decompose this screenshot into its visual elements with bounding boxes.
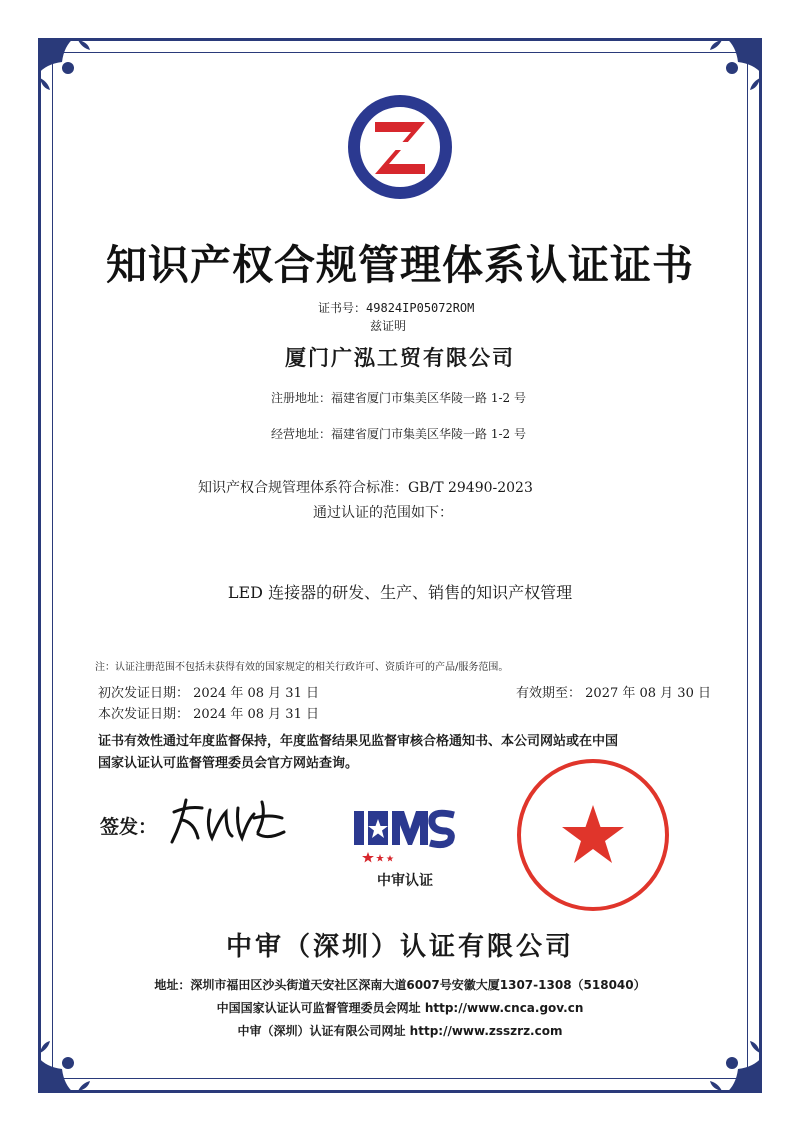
- current-issue-label: 本次发证日期：: [98, 707, 190, 722]
- zs-logo-icon: [345, 92, 455, 202]
- issuer-name: 中审（深圳）认证有限公司: [225, 932, 574, 962]
- expiry-value: 2027 年 08 月 30 日: [585, 686, 711, 701]
- current-issue-value: 2024 年 08 月 31 日: [193, 707, 319, 722]
- validity-line-2: 国家认证认可监督管理委员会官方网站查询。: [98, 756, 359, 771]
- expiry-label: 有效期至：: [516, 686, 582, 701]
- ipms-logo-caption: 中审认证: [377, 873, 433, 889]
- footer-address: 地址：深圳市福田区沙头街道天安社区深南大道6007号安徽大厦1307-1308（518040）: [154, 978, 646, 992]
- scope-intro: 通过认证的范围如下：: [313, 505, 453, 521]
- company-seal-icon: [513, 755, 673, 915]
- certificate-title: 知识产权合规管理体系认证证书: [106, 241, 694, 289]
- standard-line: 知识产权合规管理体系符合标准：GB/T 29490-2023: [198, 480, 533, 496]
- business-address-value: 福建省厦门市集美区华陵一路 1-2 号: [331, 427, 526, 441]
- expiry-date: [516, 682, 711, 701]
- corner-ornament-top-right-icon: [696, 34, 766, 104]
- footer-company-website: 中审（深圳）认证有限公司网址 http://www.zsszrz.com: [237, 1024, 563, 1038]
- business-address-label: 经营地址：: [271, 427, 332, 441]
- corner-ornament-top-left-icon: [34, 34, 104, 104]
- certificate-inner-border: [52, 52, 748, 1079]
- business-address: [271, 425, 526, 442]
- registered-address: [271, 389, 526, 406]
- first-issue-label: 初次发证日期：: [98, 686, 190, 701]
- footer-cnca-website: 中国国家认证认可监督管理委员会网址 http://www.cnca.gov.cn: [216, 1001, 584, 1015]
- registered-address-label: 注册地址：: [271, 391, 332, 405]
- signed-label: 签发：: [100, 816, 158, 838]
- scope-note: 注：认证注册范围不包括未获得有效的国家规定的相关行政许可、资质许可的产品/服务范围。: [95, 662, 509, 673]
- first-issue-value: 2024 年 08 月 31 日: [193, 686, 319, 701]
- company-name: 厦门广泓工贸有限公司: [285, 345, 515, 370]
- attest-text: 兹证明: [370, 319, 407, 333]
- certificate-number: [318, 299, 474, 316]
- certificate-number-label: 证书号：: [318, 301, 367, 315]
- validity-line-1: 证书有效性通过年度监督保持，年度监督结果见监督审核合格通知书、本公司网站或在中国: [98, 734, 619, 749]
- registered-address-value: 福建省厦门市集美区华陵一路 1-2 号: [331, 391, 526, 405]
- current-issue-date: [98, 703, 319, 722]
- certificate-number-value: 49824IP05072ROM: [366, 301, 475, 315]
- ipms-logo-icon: [350, 805, 460, 867]
- first-issue-date: [98, 682, 319, 701]
- signature-icon: [166, 790, 296, 850]
- certification-scope: LED 连接器的研发、生产、销售的知识产权管理: [227, 583, 573, 602]
